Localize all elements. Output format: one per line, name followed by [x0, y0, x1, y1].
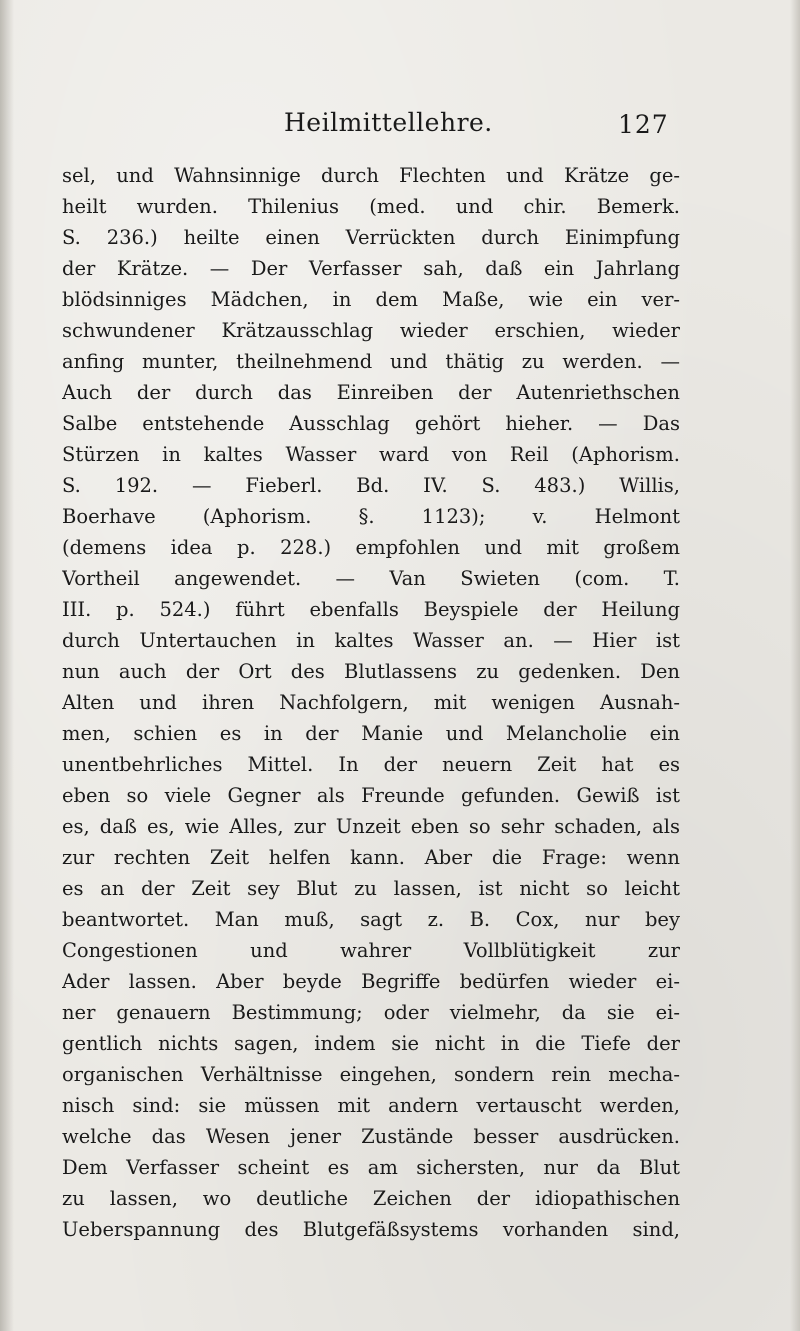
body-text — [62, 160, 680, 1245]
text-line: Stürzen in kaltes Wasser ward von Reil (Aphorism. — [62, 443, 680, 466]
running-title: Heilmittellehre. — [284, 108, 493, 137]
page-edge-left — [0, 0, 14, 1331]
page-number: 127 — [618, 110, 669, 139]
text-line: Congestionen und wahrer Vollblütigkeit zur — [62, 939, 680, 962]
text-line: der Krätze. — Der Verfasser sah, daß ein Jahrlang — [62, 257, 680, 280]
text-line: durch Untertauchen in kaltes Wasser an. — Hier ist — [62, 629, 680, 652]
text-line: nisch sind: sie müssen mit andern vertauscht werden, — [62, 1094, 680, 1117]
text-line: Auch der durch das Einreiben der Autenriethschen — [62, 381, 680, 404]
page-edge-right — [790, 0, 800, 1331]
text-line: Salbe entstehende Ausschlag gehört hieher. — Das — [62, 412, 680, 435]
text-line: unentbehrliches Mittel. In der neuern Zeit hat es — [62, 753, 680, 776]
text-line: ner genauern Bestimmung; oder vielmehr, da sie ei- — [62, 1001, 680, 1024]
text-line: Ader lassen. Aber beyde Begriffe bedürfen wieder ei- — [62, 970, 680, 993]
text-line: Boerhave (Aphorism. §. 1123); v. Helmont — [62, 505, 680, 528]
text-line: heilt wurden. Thilenius (med. und chir. Bemerk. — [62, 195, 680, 218]
text-line: men, schien es in der Manie und Melancholie ein — [62, 722, 680, 745]
text-line: blödsinniges Mädchen, in dem Maße, wie ein ver- — [62, 288, 680, 311]
text-line: Vortheil angewendet. — Van Swieten (com. T. — [62, 567, 680, 590]
text-line: es, daß es, wie Alles, zur Unzeit eben so sehr schaden, als — [62, 815, 680, 838]
text-line: zur rechten Zeit helfen kann. Aber die Frage: wenn — [62, 846, 680, 869]
text-line: eben so viele Gegner als Freunde gefunden. Gewiß ist — [62, 784, 680, 807]
text-line: nun auch der Ort des Blutlassens zu gedenken. Den — [62, 660, 680, 683]
text-line: Ueberspannung des Blutgefäßsystems vorhanden sind, — [62, 1218, 680, 1241]
text-line: (demens idea p. 228.) empfohlen und mit großem — [62, 536, 680, 559]
text-line: beantwortet. Man muß, sagt z. B. Cox, nur bey — [62, 908, 680, 931]
text-line: III. p. 524.) führt ebenfalls Beyspiele der Heilung — [62, 598, 680, 621]
text-line: Alten und ihren Nachfolgern, mit wenigen Ausnah- — [62, 691, 680, 714]
text-line: zu lassen, wo deutliche Zeichen der idiopathischen — [62, 1187, 680, 1210]
text-line: welche das Wesen jener Zustände besser ausdrücken. — [62, 1125, 680, 1148]
text-line: es an der Zeit sey Blut zu lassen, ist nicht so leicht — [62, 877, 680, 900]
text-line: Dem Verfasser scheint es am sichersten, nur da Blut — [62, 1156, 680, 1179]
text-line: anfing munter, theilnehmend und thätig zu werden. — — [62, 350, 680, 373]
text-line: S. 192. — Fieberl. Bd. IV. S. 483.) Willis, — [62, 474, 680, 497]
text-line: S. 236.) heilte einen Verrückten durch Einimpfung — [62, 226, 680, 249]
text-line: organischen Verhältnisse eingehen, sondern rein mecha- — [62, 1063, 680, 1086]
text-line: schwundener Krätzausschlag wieder erschien, wieder — [62, 319, 680, 342]
text-line: sel, und Wahnsinnige durch Flechten und Krätze ge- — [62, 164, 680, 187]
text-line: gentlich nichts sagen, indem sie nicht in die Tiefe der — [62, 1032, 680, 1055]
